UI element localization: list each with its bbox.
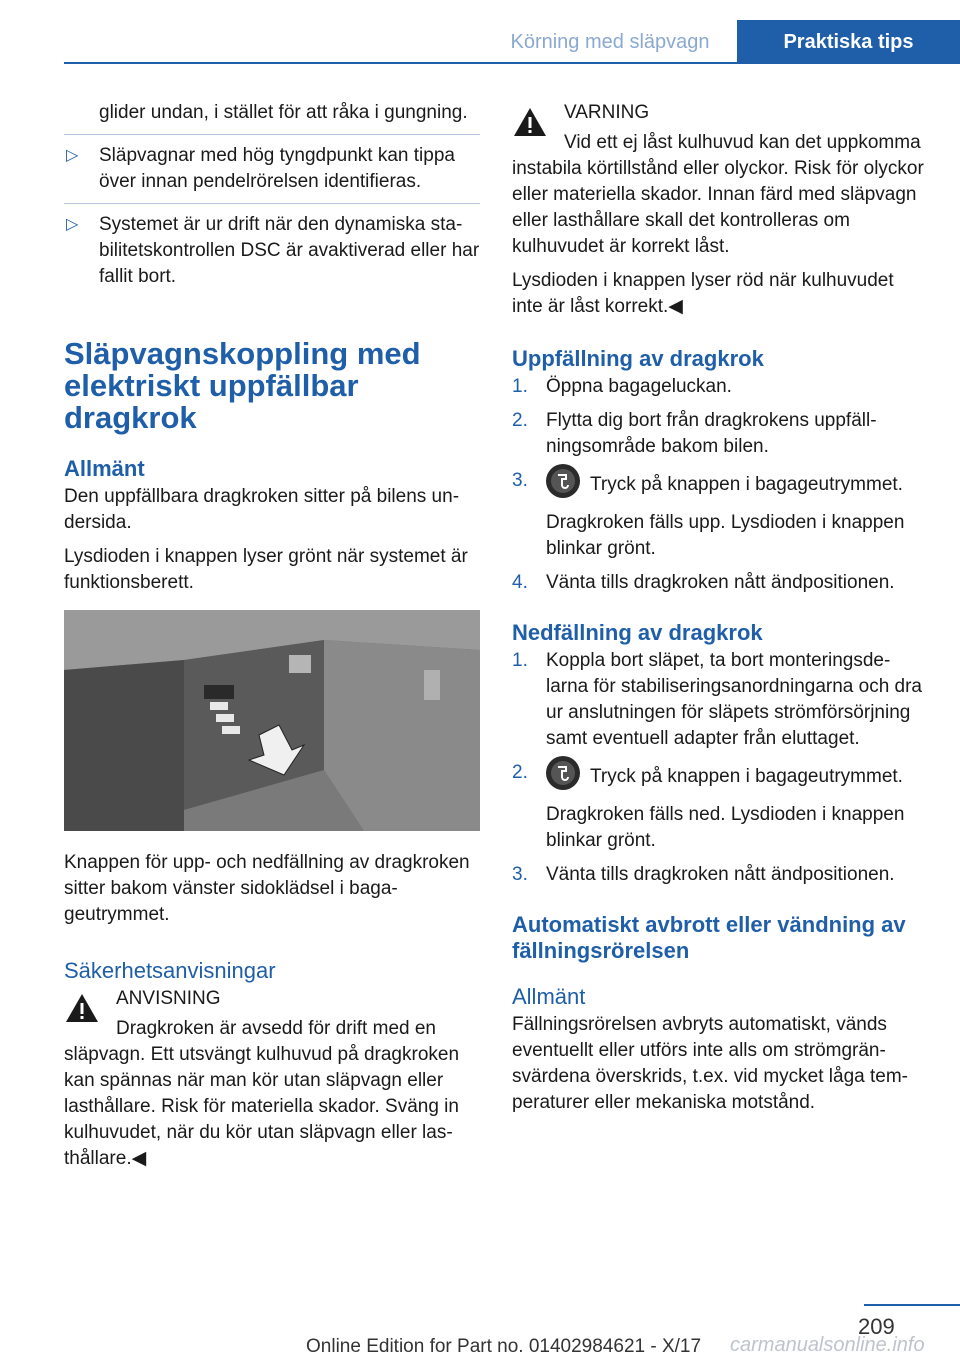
notice-text: Dragkroken är avsedd för drift med en släpvagn. Ett utsvängt kulhuvud på dragkroken kan spännas när man kör utan släpvagn eller lasthållare. Risk för materiella skador. Sväng in kulhuvudet, när du kör utan släpvagn eller lasthållare.◀ [64,1018,460,1169]
list-item [512,570,924,596]
divider [64,134,480,135]
section-heading: Släpvagnskoppling med elektriskt uppfällbar dragkrok [64,336,421,435]
step-number: 3. [512,864,528,885]
bullet-text: Systemet är ur drift när den dynamiska stabilitetskontrollen DSC är avaktiverad eller har fallit bort. [99,214,480,287]
step-text: Flytta dig bort från dragkrokens uppfällningsområde bakom bilen. [546,410,877,457]
triangle-bullet-icon: ▷ [66,216,79,233]
subheading-general: Allmänt [64,456,145,481]
trunk-photo [64,610,480,831]
figure-caption: Knappen för upp- och nedfällning av dragkroken sitter bakom vänster sidoklädsel i bagageutrymmet. [64,852,470,925]
list-item [64,143,480,195]
section-tab: Körning med släpvagn [490,20,730,64]
bullet-text: Släpvagnar med hög tyngdpunkt kan tippa över innan pendelrörelsen identifieras. [99,145,455,192]
list-item [512,648,924,752]
list-item [64,212,480,290]
bullet-continuation: glider undan, i stället för att råka i gungning. [99,102,468,123]
list-item [512,760,924,794]
warning-triangle-icon [512,106,548,138]
step-text: Tryck på knappen i bagageutrymmet. [590,766,903,788]
step-text: Tryck på knappen i bagageutrymmet. [590,474,903,496]
step-text: Koppla bort släpet, ta bort monteringsdelarna för stabiliseringsanordningarna och dra ur anslutningen för släpets strömförsörjning samt eventuell adapter från eluttaget. [546,650,923,749]
step-text: Vänta tills dragkroken nått ändpositionen. [546,572,895,593]
warning-box [512,100,924,260]
warning-text: Vid ett ej låst kulhuvud kan det uppkomma instabila körtillstånd eller olyckor. Risk för olyckor eller materiella skador. Innan färd med släpvagn eller lasthållare skall det kontrolleras om kulhuvudet är korrekt låst. [512,132,924,257]
notice-box [64,986,480,1172]
paragraph: Den uppfällbara dragkroken sitter på bilens undersida. [64,486,460,533]
subheading-safety: Säkerhetsanvisningar [64,958,276,983]
subheading-fold-down: Nedfällning av dragkrok [512,620,763,645]
subheading-fold-up: Uppfällning av dragkrok [512,346,764,371]
header-rule [64,62,960,64]
step-text: Öppna bagageluckan. [546,376,732,397]
footer-rule [864,1304,960,1306]
list-item [512,408,924,460]
paragraph: Lysdioden i knappen lyser grönt när systemet är funktionsberett. [64,546,468,593]
subheading-general: Allmänt [512,984,586,1009]
notice-title: ANVISNING [116,988,221,1009]
list-item [512,374,924,400]
page-header [0,0,960,64]
step-text: Vänta tills dragkroken nått ändpositionen. [546,864,895,885]
paragraph: Lysdioden i knappen lyser röd när kulhuvudet inte är låst korrekt.◀ [512,270,894,317]
chapter-tab: Praktiska tips [737,20,960,64]
step-number: 3. [512,470,528,491]
step-result: Dragkroken fälls upp. Lysdioden i knappen blinkar grönt. [546,512,905,559]
tow-hook-button-icon [546,756,580,790]
right-column [512,100,924,1124]
tow-hook-button-icon [546,464,580,498]
step-number: 1. [512,376,528,397]
subheading-auto-stop: Automatiskt avbrott eller vändning av fällningsrörelsen [512,912,906,963]
paragraph: Fällningsrörelsen avbryts automatiskt, vänds eventuellt eller utförs inte alls om strömgränsvärdena överskrids, t.ex. vid mycket låga temperaturer eller mekaniska motstånd. [512,1014,908,1113]
triangle-bullet-icon: ▷ [66,147,79,164]
edition-note: Online Edition for Part no. 01402984621 - X/17 [306,1336,702,1357]
step-number: 2. [512,410,528,431]
warning-title: VARNING [564,102,650,123]
list-item [512,862,924,888]
divider [64,203,480,204]
warning-triangle-icon [64,992,100,1024]
watermark: carmanualsonline.info [730,1334,925,1356]
step-number: 1. [512,650,528,671]
step-result: Dragkroken fälls ned. Lysdioden i knappen blinkar grönt. [546,804,905,851]
step-number: 4. [512,572,528,593]
page-number: 209 [858,1314,895,1339]
left-column [64,100,480,1180]
step-number: 2. [512,762,528,783]
list-item [512,468,924,502]
